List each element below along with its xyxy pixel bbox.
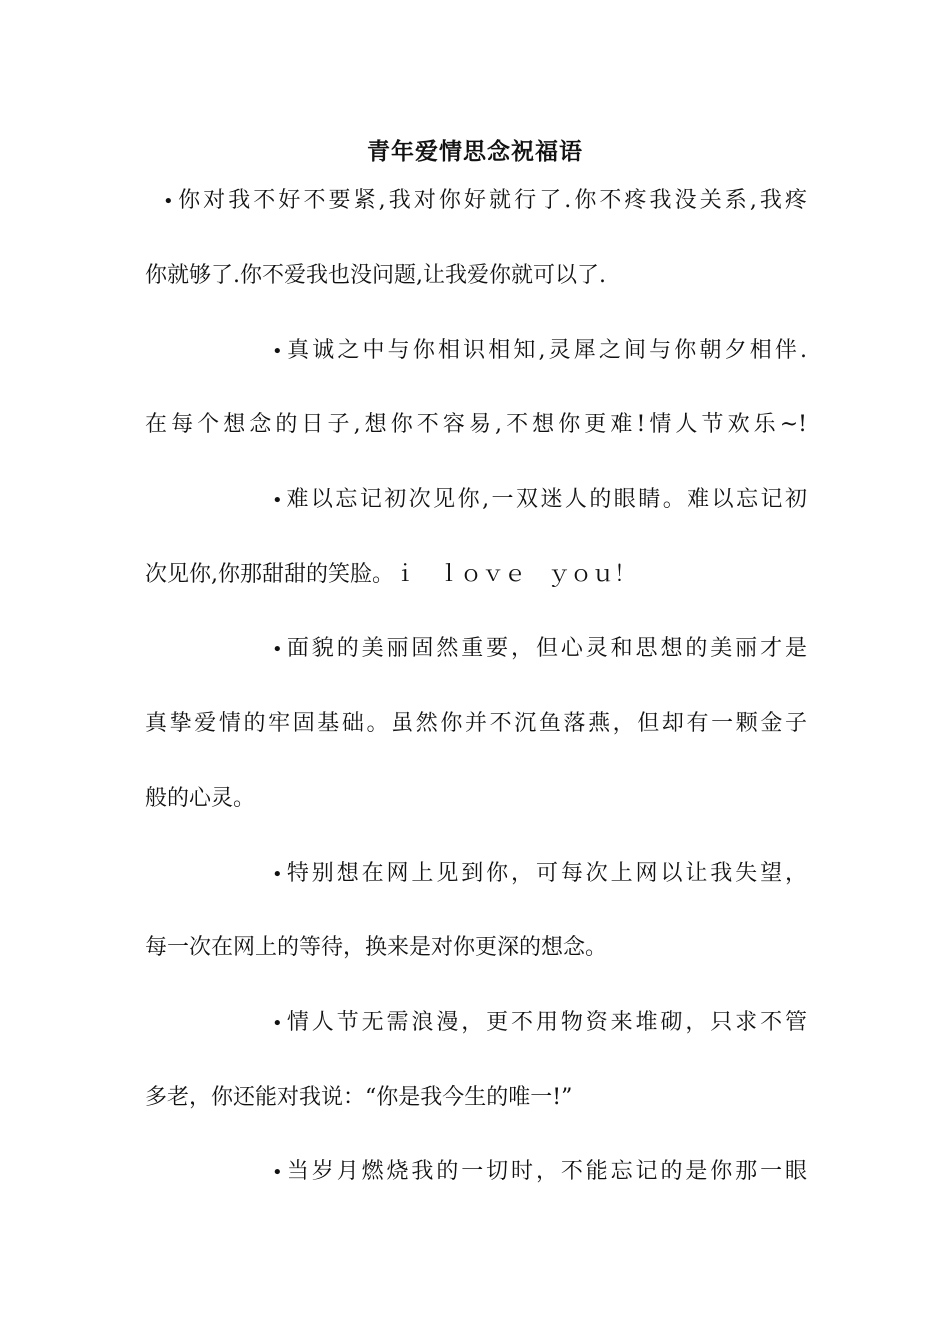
bullet-icon: •	[272, 490, 283, 511]
paragraph-line	[145, 557, 807, 593]
line-text: 情人节无需浪漫，更不用物资来堆砌，只求不管	[284, 1010, 807, 1035]
document-title: 青年爱情思念祝福语	[367, 138, 583, 165]
line-text: 多老，你还能对我说：“你是我今生的唯一!”	[145, 1085, 573, 1110]
paragraph-line	[272, 631, 807, 668]
paragraph-line	[145, 930, 807, 966]
paragraph-line	[272, 1154, 807, 1191]
paragraph-line	[145, 258, 807, 294]
paragraph-line	[145, 706, 807, 742]
line-text: 难以忘记初次见你,一双迷人的眼睛。难以忘记初	[284, 487, 807, 512]
paragraph-line	[272, 856, 807, 893]
paragraph-line	[272, 1005, 807, 1042]
line-text: 每一次在网上的等待，换来是对你更深的想念。	[145, 935, 608, 960]
line-text: 在每个想念的日子,想你不容易,不想你更难!情人节欢乐~!	[145, 412, 807, 437]
line-text: 你就够了.你不爱我也没问题,让我爱你就可以了.	[145, 263, 606, 288]
line-text: 般的心灵。	[145, 786, 256, 811]
line-text: 特别想在网上见到你，可每次上网以让我失望，	[284, 861, 807, 886]
bullet-icon: •	[272, 864, 283, 885]
paragraph-line	[272, 482, 807, 519]
line-text: 你对我不好不要紧,我对你好就行了.你不疼我没关系,我疼	[175, 188, 807, 213]
line-text: 次见你,你那甜甜的笑脸。ｉ ｌｏｖｅ ｙｏｕ！	[145, 562, 636, 587]
paragraph-line	[145, 1080, 807, 1116]
paragraph-line	[163, 183, 807, 220]
bullet-icon: •	[272, 639, 283, 660]
line-text: 真挚爱情的牢固基础。虽然你并不沉鱼落燕，但却有一颗金子	[145, 711, 807, 736]
bullet-icon: •	[272, 1162, 283, 1183]
line-text: 真诚之中与你相识相知,灵犀之间与你朝夕相伴.	[284, 338, 807, 363]
line-text: 面貌的美丽固然重要，但心灵和思想的美丽才是	[284, 636, 807, 661]
bullet-icon: •	[272, 1013, 283, 1034]
paragraph-line	[272, 333, 807, 370]
paragraph-line	[145, 407, 807, 443]
paragraph-line	[145, 781, 807, 817]
bullet-icon: •	[272, 341, 283, 362]
line-text: 当岁月燃烧我的一切时，不能忘记的是你那一眼	[284, 1159, 807, 1184]
bullet-icon: •	[163, 191, 174, 212]
